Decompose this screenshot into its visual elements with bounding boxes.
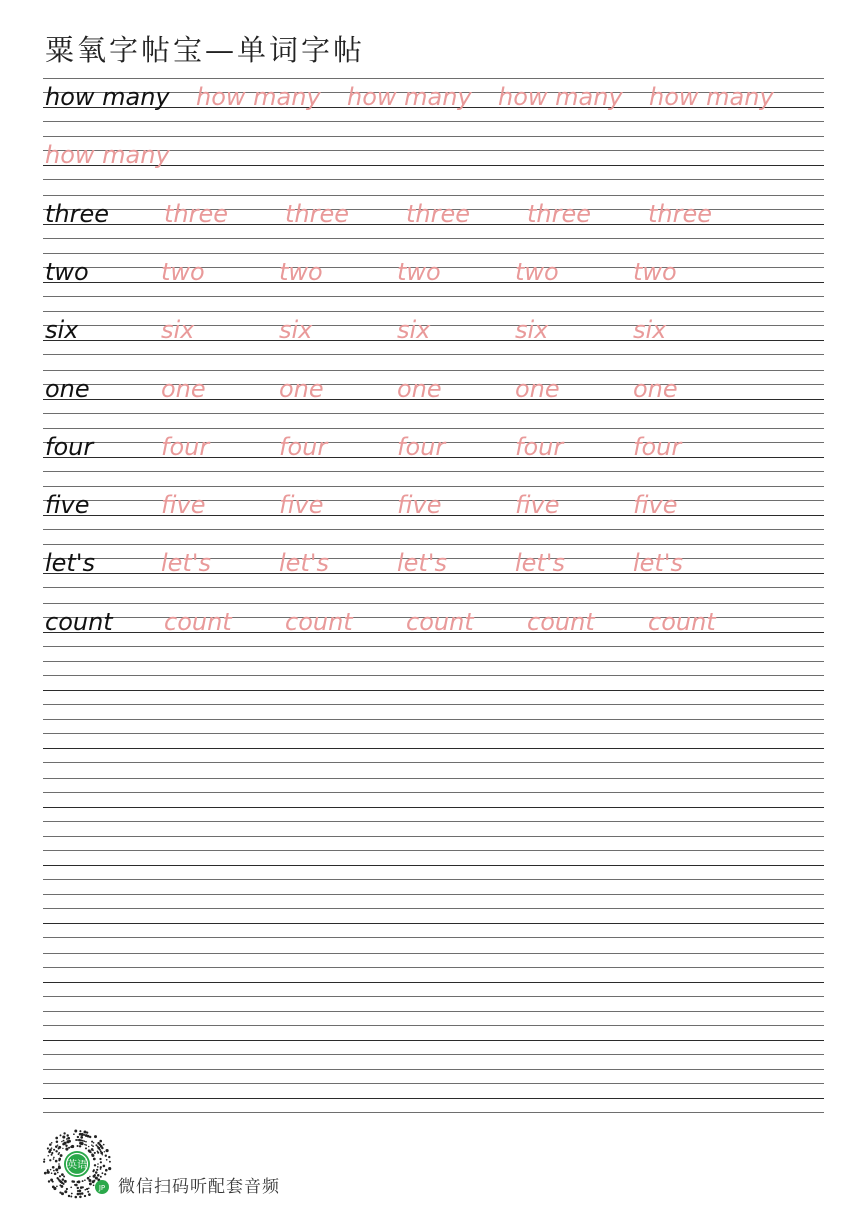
qr-dot [51, 1142, 53, 1144]
qr-dot [58, 1165, 60, 1167]
qr-dot [54, 1173, 57, 1176]
qr-dot [97, 1174, 100, 1177]
qr-dot [88, 1188, 90, 1190]
qr-dot [92, 1170, 94, 1172]
trace-word: count [648, 607, 716, 636]
trace-word: two [161, 257, 205, 286]
qr-dot [89, 1136, 91, 1138]
qr-dot [53, 1157, 55, 1159]
word-row [43, 603, 824, 647]
trace-word: four [161, 432, 210, 461]
qr-dot [100, 1161, 102, 1163]
qr-dot [51, 1152, 53, 1154]
qr-dot [100, 1176, 102, 1178]
qr-dot [104, 1151, 105, 1152]
handwriting-sheet [43, 78, 824, 1115]
qr-dot [61, 1173, 64, 1176]
qr-dot [85, 1189, 87, 1191]
qr-dot [53, 1149, 55, 1151]
trace-word: how many [45, 141, 170, 170]
qr-dot [106, 1149, 109, 1152]
guide-line [43, 996, 824, 997]
qr-dot [88, 1146, 89, 1147]
qr-dot [105, 1169, 108, 1172]
qr-dot [93, 1184, 95, 1186]
qr-corner-badge: JP [98, 1184, 106, 1192]
baseline [43, 982, 824, 983]
qr-dot [93, 1158, 96, 1161]
qr-dot [91, 1144, 93, 1146]
footer [40, 1125, 440, 1205]
qr-dot [43, 1158, 45, 1160]
qr-dot [71, 1180, 73, 1182]
qr-dot [48, 1180, 50, 1182]
qr-dot [52, 1186, 55, 1189]
qr-dot [49, 1143, 52, 1146]
qr-dot [63, 1140, 65, 1142]
trace-word: let's [633, 549, 683, 578]
qr-dot [47, 1171, 50, 1174]
qr-dot [93, 1175, 96, 1178]
qr-dot [58, 1152, 60, 1154]
qr-dot [84, 1179, 86, 1181]
guide-line [43, 1025, 824, 1026]
qr-dot [81, 1133, 84, 1136]
word-row [43, 136, 824, 180]
qr-dot [100, 1166, 102, 1168]
trace-word: five [633, 491, 678, 520]
guide-line [43, 850, 824, 851]
qr-dot [63, 1132, 65, 1134]
qr-dot [66, 1188, 68, 1190]
qr-dot [87, 1191, 89, 1193]
qr-dot [106, 1159, 108, 1161]
qr-dot [95, 1171, 98, 1174]
qr-dot [100, 1168, 102, 1170]
qr-dot [91, 1141, 93, 1143]
qr-dot [105, 1155, 107, 1157]
guide-line [43, 836, 824, 837]
qr-dot [75, 1196, 78, 1199]
guide-line [43, 719, 824, 720]
qr-dot [68, 1195, 70, 1197]
qr-dot [88, 1179, 91, 1182]
qr-dot [62, 1148, 63, 1149]
qr-dot [65, 1148, 68, 1151]
guide-line [43, 894, 824, 895]
qr-dot [101, 1172, 103, 1174]
trace-word: let's [161, 549, 211, 578]
qr-dot [64, 1180, 67, 1183]
trace-word: count [285, 607, 353, 636]
trace-word: four [279, 432, 328, 461]
model-word: one [45, 374, 90, 403]
guide-line [43, 908, 824, 909]
ruled-band [43, 778, 824, 822]
qr-dot [86, 1131, 88, 1133]
qr-dot [104, 1173, 106, 1175]
model-word: three [45, 199, 110, 228]
qr-dot [49, 1149, 52, 1152]
guide-line [43, 1069, 824, 1070]
qr-dot [92, 1180, 95, 1183]
qr-dot [55, 1160, 58, 1163]
qr-dot [53, 1170, 55, 1172]
qr-dot [85, 1144, 87, 1146]
qr-dot [79, 1145, 81, 1147]
qr-dot [68, 1140, 71, 1143]
trace-word: one [397, 374, 442, 403]
model-word: how many [45, 83, 170, 111]
qr-dot [70, 1196, 72, 1198]
qr-dot [108, 1156, 110, 1158]
word-row [43, 370, 824, 414]
qr-dot [56, 1140, 59, 1143]
qr-dot [58, 1163, 60, 1165]
trace-word: one [279, 374, 324, 403]
qr-dot [74, 1130, 77, 1133]
qr-dot [58, 1158, 61, 1161]
qr-dot [51, 1154, 53, 1156]
word-row [43, 486, 824, 530]
ruled-band [43, 1069, 824, 1113]
trace-word: four [397, 432, 446, 461]
trace-word: three [648, 199, 713, 228]
guide-line [43, 1083, 824, 1084]
guide-line [43, 953, 824, 954]
word-row [43, 428, 824, 472]
trace-word: one [633, 374, 678, 403]
qr-dot [44, 1172, 47, 1175]
ruled-band [43, 1011, 824, 1055]
qr-dot [86, 1188, 88, 1190]
baseline [43, 748, 824, 749]
qr-badge-label: 英语 [67, 1160, 87, 1171]
guide-line [43, 704, 824, 705]
guide-line [43, 1112, 824, 1113]
qr-dot [55, 1137, 58, 1140]
guide-line [43, 967, 824, 968]
trace-word: four [633, 432, 682, 461]
model-word: four [45, 432, 94, 461]
qr-dot [92, 1145, 94, 1147]
qr-dot [91, 1154, 94, 1157]
word-row [43, 311, 824, 355]
qr-dot [101, 1147, 103, 1149]
trace-word: four [515, 432, 564, 461]
model-word: two [45, 257, 89, 286]
baseline [43, 690, 824, 691]
qr-dot [103, 1165, 106, 1168]
qr-dot [59, 1191, 61, 1193]
guide-line [43, 675, 824, 676]
qr-dot [53, 1158, 55, 1160]
model-word: count [45, 607, 113, 636]
qr-dot [97, 1166, 99, 1168]
qr-dot [95, 1177, 98, 1180]
qr-dot [89, 1182, 92, 1185]
qr-dot [62, 1135, 65, 1138]
trace-word: six [515, 316, 549, 345]
qr-dot [77, 1190, 79, 1192]
trace-word: three [406, 199, 471, 228]
word-row [43, 195, 824, 239]
trace-word: six [633, 316, 667, 345]
qr-dot [96, 1169, 98, 1171]
ruled-band [43, 836, 824, 880]
qr-dot [99, 1140, 102, 1143]
trace-word: three [164, 199, 229, 228]
qr-dot [82, 1180, 84, 1182]
qr-dot [79, 1130, 81, 1132]
qr-dot [77, 1145, 79, 1147]
trace-word: how many [347, 83, 472, 111]
qr-dot [63, 1142, 66, 1145]
trace-word: let's [279, 549, 329, 578]
baseline [43, 807, 824, 808]
qr-dot [60, 1154, 63, 1157]
trace-word: how many [498, 83, 623, 111]
trace-word: count [164, 607, 232, 636]
qr-dot [56, 1185, 58, 1187]
guide-line [43, 1054, 824, 1055]
trace-word: count [527, 607, 595, 636]
qr-dot [87, 1177, 90, 1180]
qr-dot [82, 1140, 84, 1142]
guide-line [43, 937, 824, 938]
qr-dot [81, 1142, 84, 1145]
qr-dot [58, 1146, 61, 1149]
qr-dot [102, 1154, 103, 1155]
trace-word: six [279, 316, 313, 345]
page-title: 粟氧字帖宝—单词字帖 [45, 33, 366, 67]
baseline [43, 1098, 824, 1099]
trace-word: let's [515, 549, 565, 578]
baseline [43, 923, 824, 924]
qr-dot [47, 1147, 49, 1149]
trace-word: how many [196, 83, 321, 111]
trace-word: two [279, 257, 323, 286]
trace-word: let's [397, 549, 447, 578]
qr-dot [94, 1164, 96, 1166]
qr-dot [65, 1145, 67, 1147]
qr-dot [66, 1134, 68, 1136]
qr-dot [84, 1140, 86, 1142]
qr-dot [77, 1193, 80, 1196]
qr-dot [80, 1136, 83, 1139]
qr-dot [51, 1147, 53, 1149]
trace-word: two [515, 257, 559, 286]
qr-dot [50, 1178, 53, 1181]
qr-dot [97, 1152, 99, 1154]
trace-word: three [527, 199, 592, 228]
qr-dot [70, 1186, 72, 1188]
qr-dot [85, 1147, 87, 1149]
qr-dot [71, 1193, 73, 1195]
qr-dot [59, 1175, 61, 1177]
trace-word: six [397, 316, 431, 345]
qr-dot [77, 1187, 79, 1189]
ruled-band [43, 719, 824, 763]
qr-dot [93, 1142, 95, 1144]
baseline [43, 1040, 824, 1041]
qr-dot [75, 1139, 77, 1141]
qr-dot [55, 1150, 57, 1152]
qr-dot [49, 1159, 51, 1161]
qr-dot [79, 1196, 82, 1199]
qr-dot [63, 1176, 65, 1178]
model-word: let's [45, 549, 95, 578]
guide-line [43, 821, 824, 822]
qr-code-icon[interactable] [40, 1127, 114, 1201]
qr-dot [99, 1149, 101, 1151]
qr-dot [84, 1195, 86, 1197]
qr-dot [109, 1161, 111, 1163]
qr-dot [92, 1150, 93, 1151]
trace-word: one [515, 374, 560, 403]
guide-line [43, 792, 824, 793]
trace-word: count [406, 607, 474, 636]
qr-dot [57, 1177, 59, 1179]
trace-word: six [161, 316, 195, 345]
qr-dot [88, 1193, 91, 1196]
qr-dot [90, 1152, 92, 1154]
trace-word: five [397, 491, 442, 520]
qr-dot [57, 1172, 59, 1174]
qr-dot [43, 1161, 45, 1163]
qr-dot [89, 1176, 90, 1177]
trace-word: how many [649, 83, 774, 111]
qr-dot [100, 1152, 103, 1155]
ruled-band [43, 894, 824, 938]
word-row [43, 78, 824, 122]
qr-dot [108, 1167, 111, 1170]
qr-dot [50, 1169, 52, 1171]
qr-dot [59, 1184, 61, 1186]
baseline [43, 865, 824, 866]
guide-line [43, 778, 824, 779]
qr-dot [94, 1135, 97, 1138]
qr-dot [73, 1133, 75, 1135]
trace-word: two [633, 257, 677, 286]
qr-dot [61, 1141, 62, 1142]
qr-dot [52, 1166, 55, 1169]
qr-dot [55, 1168, 58, 1171]
trace-word: five [515, 491, 560, 520]
ruled-band [43, 661, 824, 705]
qr-dot [77, 1136, 79, 1138]
footer-caption: 微信扫码听配套音频 [118, 1177, 280, 1197]
qr-dot [60, 1134, 62, 1136]
guide-line [43, 762, 824, 763]
guide-line [43, 733, 824, 734]
qr-dot [85, 1141, 87, 1143]
qr-dot [103, 1144, 105, 1146]
qr-dot [62, 1178, 65, 1181]
qr-dot [57, 1144, 58, 1145]
qr-dot [68, 1147, 70, 1149]
qr-dot [81, 1192, 84, 1195]
qr-dot [71, 1145, 74, 1148]
qr-dot [74, 1184, 76, 1186]
word-row [43, 544, 824, 588]
trace-word: one [161, 374, 206, 403]
model-word: six [45, 316, 79, 345]
qr-dot [51, 1172, 53, 1174]
qr-dot [99, 1158, 101, 1160]
word-row [43, 253, 824, 297]
qr-dot [47, 1155, 49, 1157]
model-word: five [45, 491, 90, 520]
trace-word: five [279, 491, 324, 520]
qr-dot [83, 1130, 86, 1133]
guide-line [43, 1011, 824, 1012]
qr-dot [94, 1152, 96, 1154]
qr-dot [64, 1190, 67, 1193]
qr-dot [77, 1181, 79, 1183]
trace-word: three [285, 199, 350, 228]
trace-word: two [397, 257, 441, 286]
qr-dot [80, 1186, 83, 1189]
qr-dot [47, 1169, 49, 1171]
guide-line [43, 661, 824, 662]
qr-dot [97, 1163, 99, 1165]
qr-dot [67, 1137, 70, 1140]
guide-line [43, 879, 824, 880]
trace-word: five [161, 491, 206, 520]
ruled-band [43, 953, 824, 997]
